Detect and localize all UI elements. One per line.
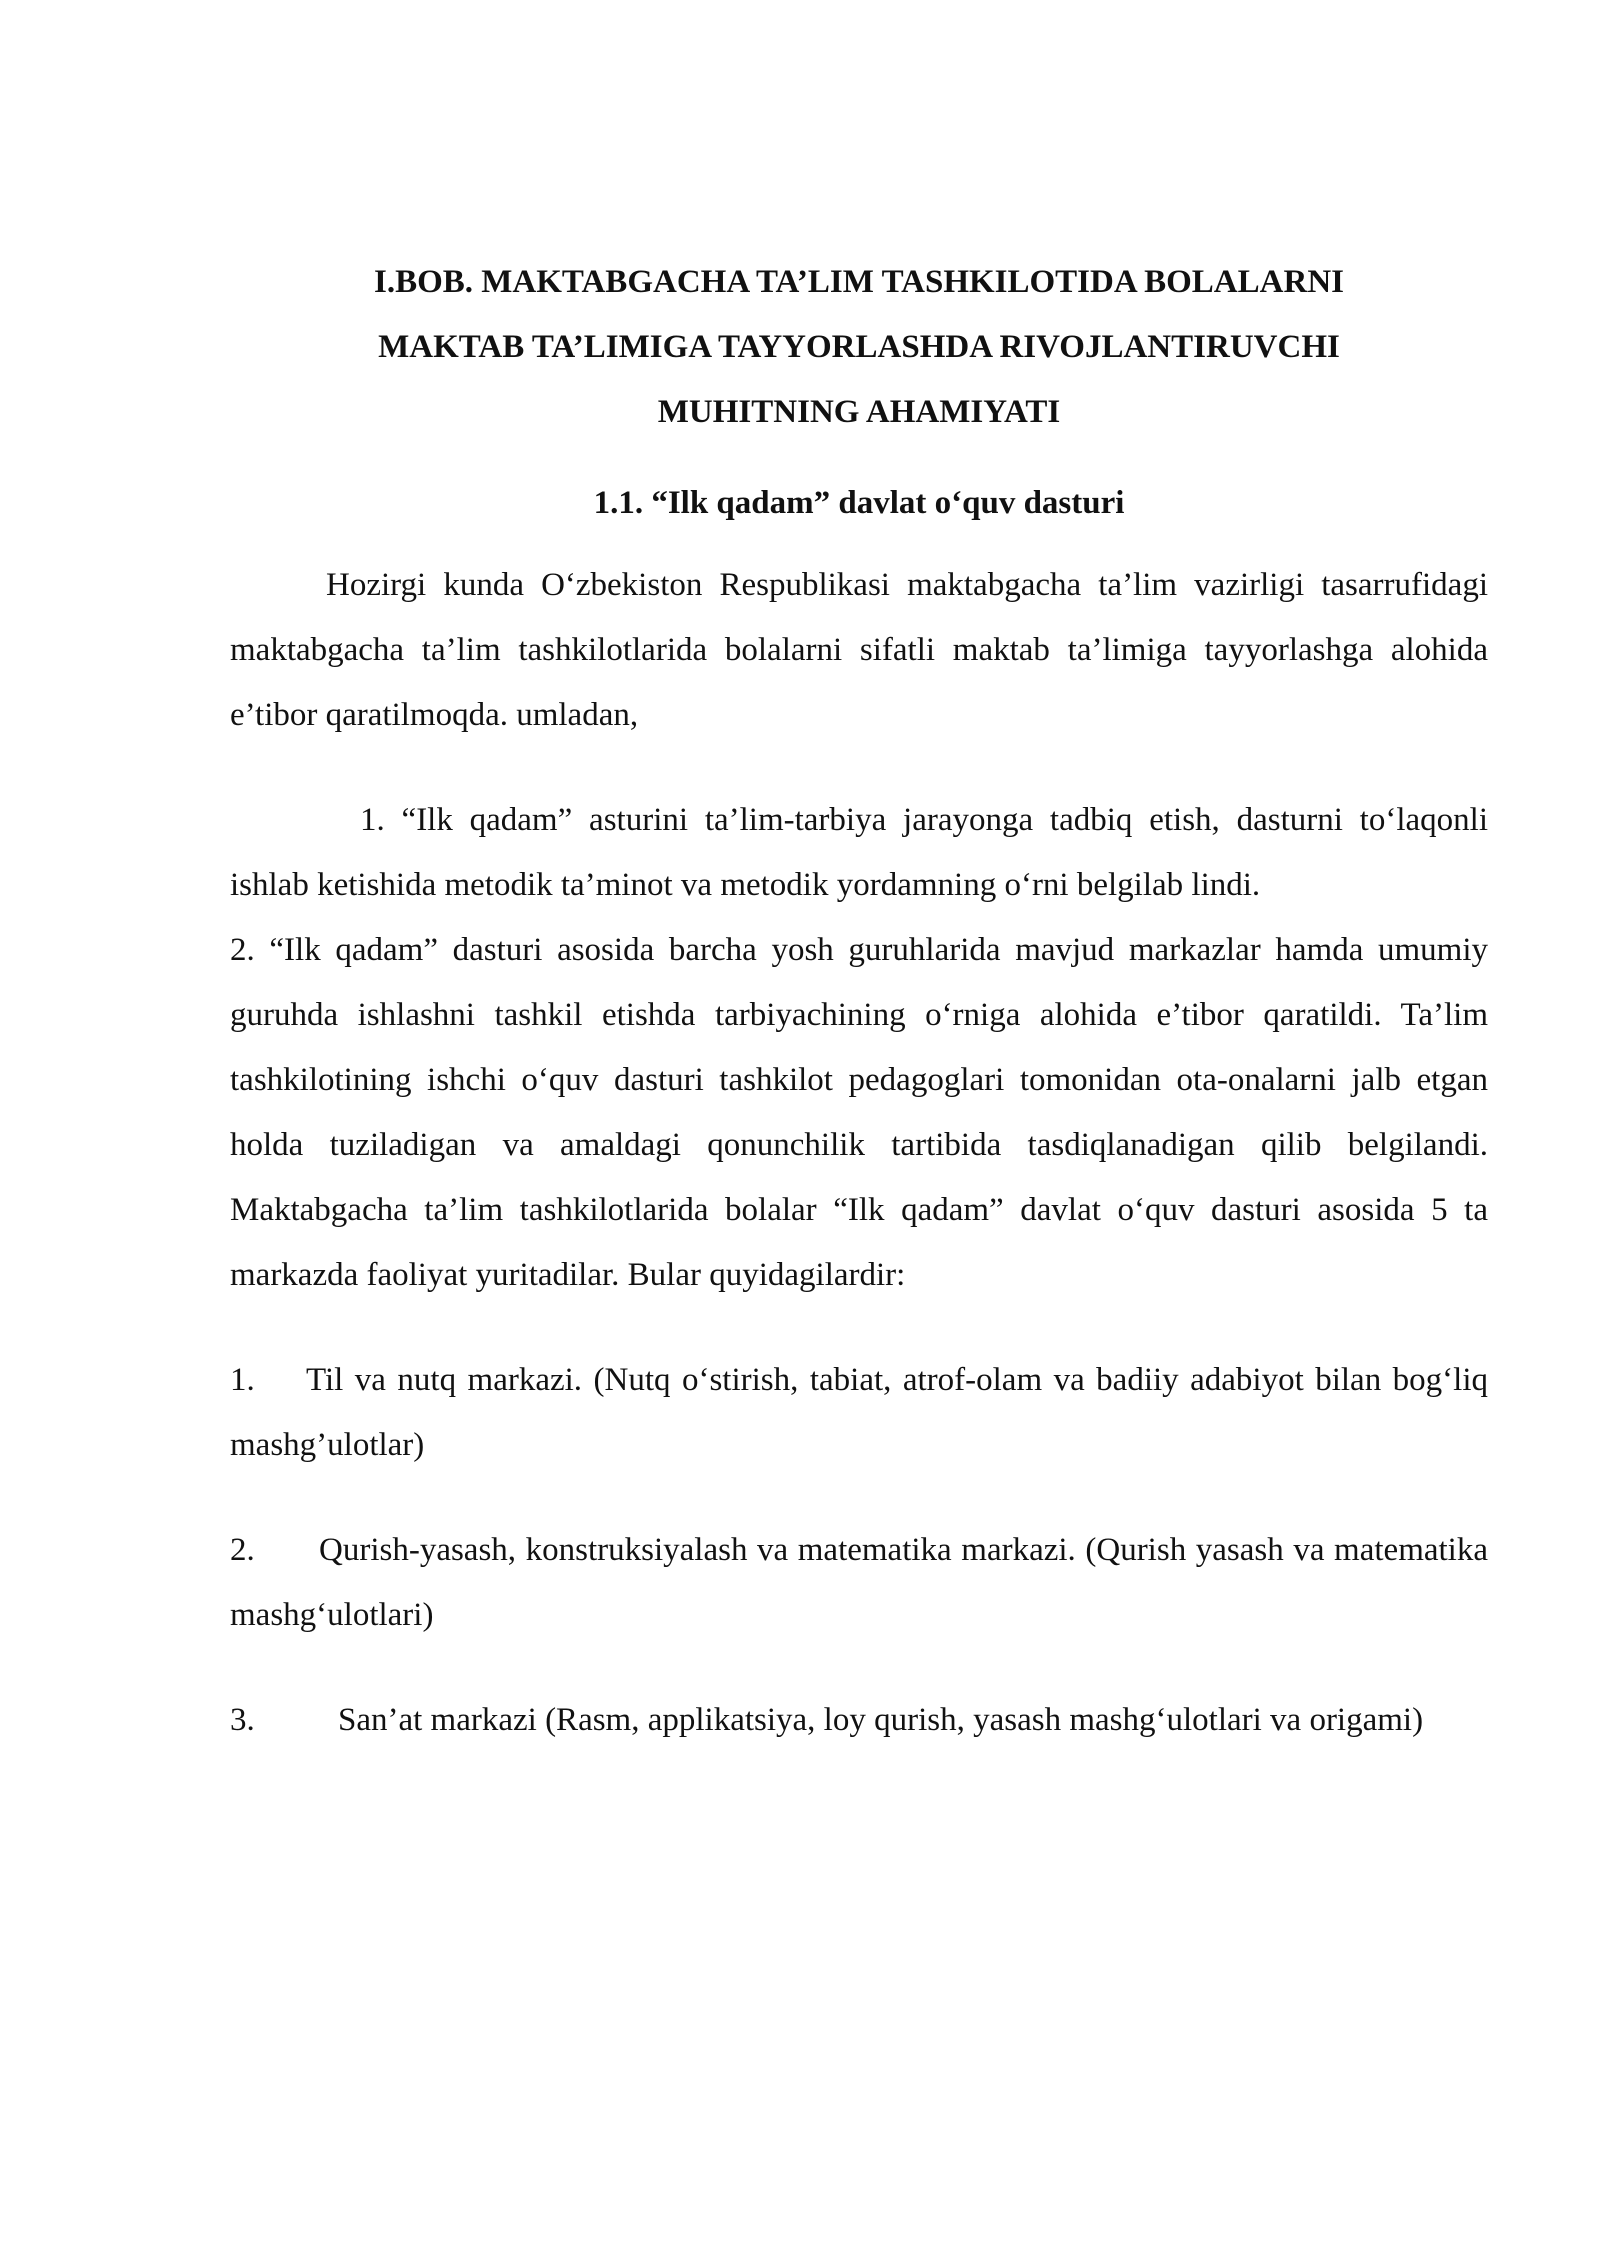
chapter-title-line-1: I.BOB. MAKTABGACHA TA’LIM TASHKILOTIDA BOLALARNI (373, 264, 1344, 300)
list-item-number: 1. (230, 1362, 255, 1398)
list-item-number: 3. (230, 1702, 255, 1738)
center-list-item (230, 1688, 1488, 1753)
list-item-text: Qurish-yasash, konstruksiyalash va matematika markazi. (Qurish yasash va matematika mashg‘ulotlari) (230, 1532, 1488, 1633)
chapter-title-line-2: MAKTAB TA’LIMIGA TAYYORLASHDA RIVOJLANTIRUVCHI (378, 329, 1340, 365)
center-list-item (230, 1518, 1488, 1648)
center-list-item (230, 1348, 1488, 1478)
intro-paragraph: Hozirgi kunda O‘zbekiston Respublikasi maktabgacha ta’lim vazirligi tasarrufidagi maktabgacha ta’lim tashkilotlarida bolalarni sifatli maktab ta’limiga tayyorlashga alohida e’tibor qaratilmoqda. umladan, (230, 567, 1488, 733)
point-1-paragraph: 1. “Ilk qadam” asturini ta’lim-tarbiya jarayonga tadbiq etish, dasturni to‘laqonli ishlab ketishida metodik ta’minot va metodik yordamning o‘rni belgilab lindi. (230, 802, 1488, 903)
chapter-title-line-3: MUHITNING AHAMIYATI (657, 394, 1061, 430)
chapter-title (230, 250, 1488, 445)
list-item-number: 2. (230, 1532, 255, 1568)
section-title: 1.1. “Ilk qadam” davlat o‘quv dasturi (593, 485, 1125, 521)
list-item-text: San’at markazi (Rasm, applikatsiya, loy qurish, yasash mashg‘ulotlari va origami) (338, 1702, 1424, 1738)
document-page (230, 250, 1488, 1753)
list-item-text: Til va nutq markazi. (Nutq o‘stirish, tabiat, atrof-olam va badiiy adabiyot bilan bog‘liq mashg’ulotlar) (230, 1362, 1488, 1463)
point-2-paragraph: 2. “Ilk qadam” dasturi asosida barcha yosh guruhlarida mavjud markazlar hamda umumiy guruhda ishlashni tashkil etishda tarbiyachining o‘rniga alohida e’tibor qaratildi. Ta’lim tashkilotining ishchi o‘quv dasturi tashkilot pedagoglari tomonidan ota-onalarni jalb etgan holda tuziladigan va amaldagi qonunchilik tartibida tasdiqlanadigan qilib belgilandi. Maktabgacha ta’lim tashkilotlarida bolalar “Ilk qadam” davlat o‘quv dasturi asosida 5 ta markazda faoliyat yuritadilar. Bular quyidagilardir: (230, 932, 1488, 1293)
